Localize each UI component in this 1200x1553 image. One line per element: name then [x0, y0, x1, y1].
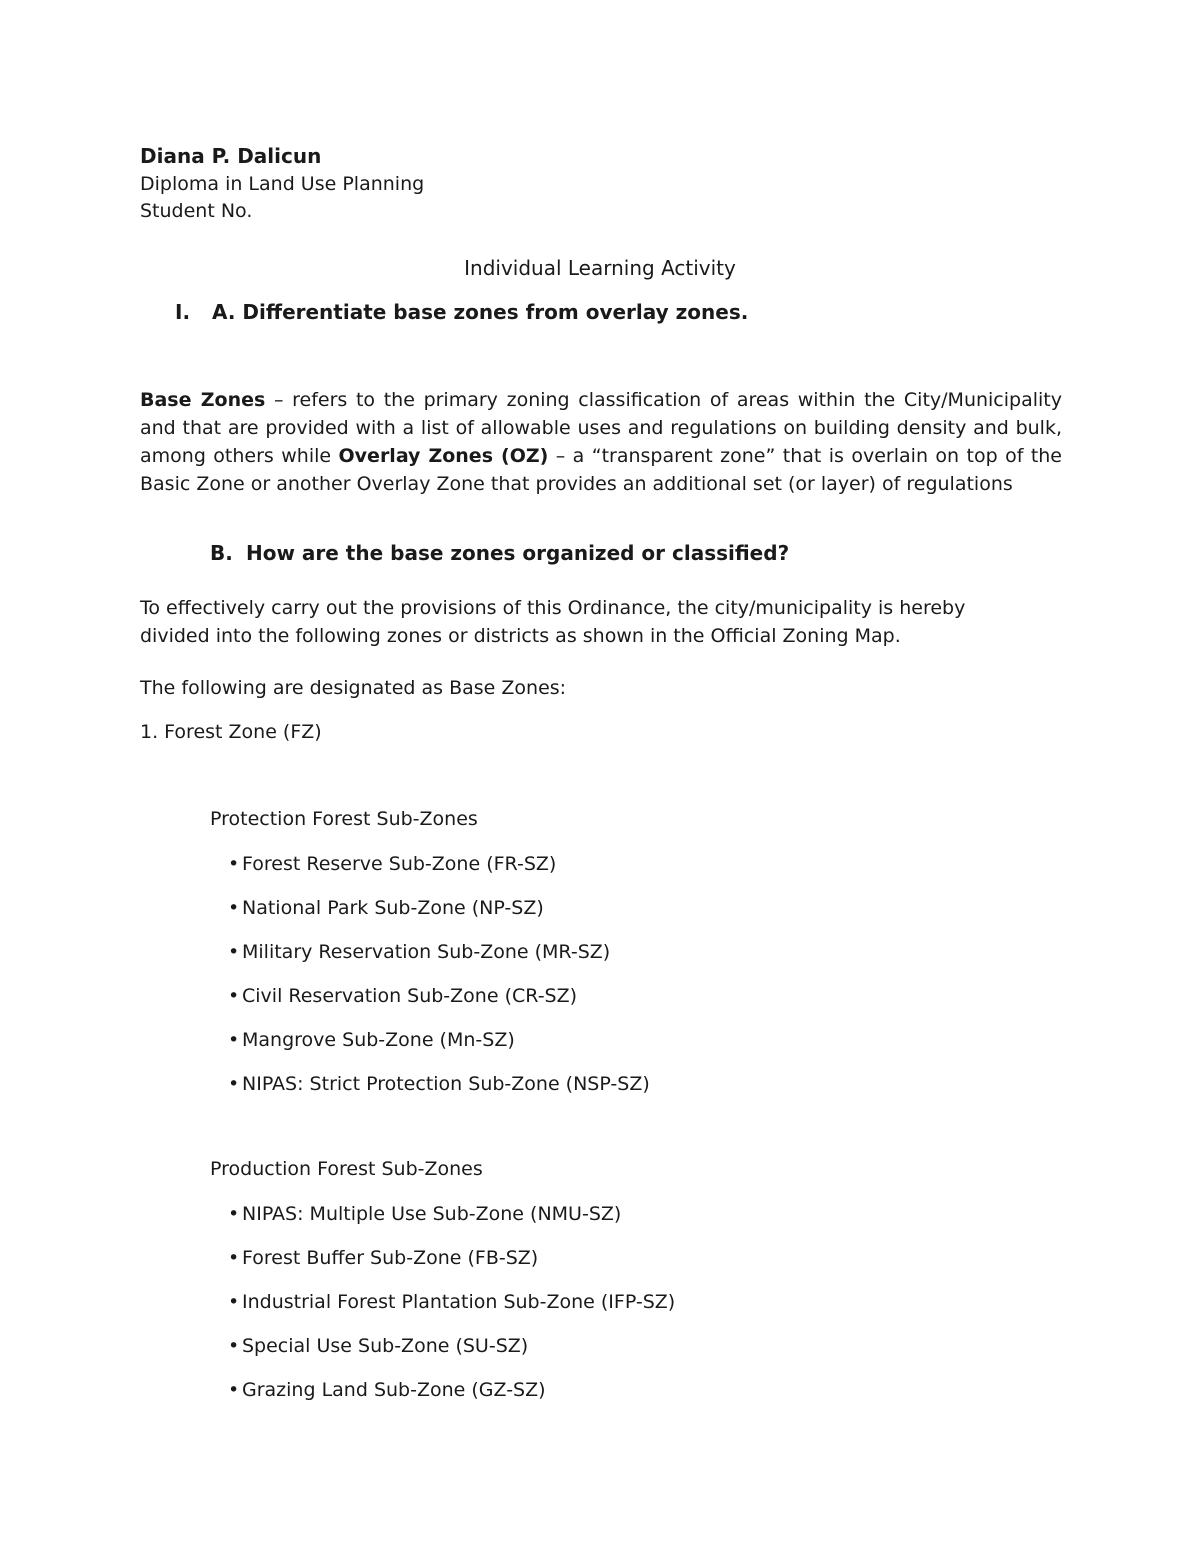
student-number: Student No. — [140, 200, 253, 222]
protection-forest-list — [228, 851, 650, 1115]
base-zones-intro: The following are designated as Base Zones: — [140, 677, 567, 699]
question-a: A. Differentiate base zones from overlay zones. — [212, 300, 749, 324]
list-item: • Mangrove Sub-Zone (Mn-SZ) — [228, 1027, 650, 1071]
list-item: • Civil Reservation Sub-Zone (CR-SZ) — [228, 983, 650, 1027]
document-title: Individual Learning Activity — [464, 256, 736, 280]
term-overlay-zones: Overlay Zones (OZ) — [338, 445, 549, 467]
section-roman-numeral: I. — [175, 300, 191, 324]
list-item: • Grazing Land Sub-Zone (GZ-SZ) — [228, 1377, 675, 1421]
answer-a-text-1: – refers to the primary zoning classification of areas within the City/Municipality and that are provided with a list of allowable uses and regulations on building density and bulk, among others while — [140, 389, 1062, 467]
list-item: • NIPAS: Strict Protection Sub-Zone (NSP-SZ) — [228, 1071, 650, 1115]
question-b-letter: B. — [210, 541, 233, 565]
author-name: Diana P. Dalicun — [140, 144, 322, 168]
protection-forest-heading: Protection Forest Sub-Zones — [210, 808, 478, 830]
program-name: Diploma in Land Use Planning — [140, 173, 425, 195]
answer-b-line-1: To effectively carry out the provisions of this Ordinance, the city/municipality is hereby — [140, 597, 966, 619]
question-b: How are the base zones organized or classified? — [246, 541, 790, 565]
answer-b-line-2: divided into the following zones or districts as shown in the Official Zoning Map. — [140, 625, 901, 647]
term-base-zones: Base Zones — [140, 389, 266, 411]
list-item: • National Park Sub-Zone (NP-SZ) — [228, 895, 650, 939]
production-forest-heading: Production Forest Sub-Zones — [210, 1158, 483, 1180]
list-item: • Military Reservation Sub-Zone (MR-SZ) — [228, 939, 650, 983]
answer-b-paragraph — [140, 594, 1040, 650]
list-item: • NIPAS: Multiple Use Sub-Zone (NMU-SZ) — [228, 1201, 675, 1245]
list-item: • Special Use Sub-Zone (SU-SZ) — [228, 1333, 675, 1377]
list-item: • Forest Reserve Sub-Zone (FR-SZ) — [228, 851, 650, 895]
list-item: • Forest Buffer Sub-Zone (FB-SZ) — [228, 1245, 675, 1289]
production-forest-list — [228, 1201, 675, 1421]
zone-1-heading: 1. Forest Zone (FZ) — [140, 721, 322, 743]
answer-a-text-2: – a “transparent zone” that is overlain on top of the Basic Zone or another Overlay Zone that provides an additional set (or layer) of regulations — [140, 445, 1062, 495]
answer-a-paragraph — [140, 386, 1062, 498]
list-item: • Industrial Forest Plantation Sub-Zone (IFP-SZ) — [228, 1289, 675, 1333]
